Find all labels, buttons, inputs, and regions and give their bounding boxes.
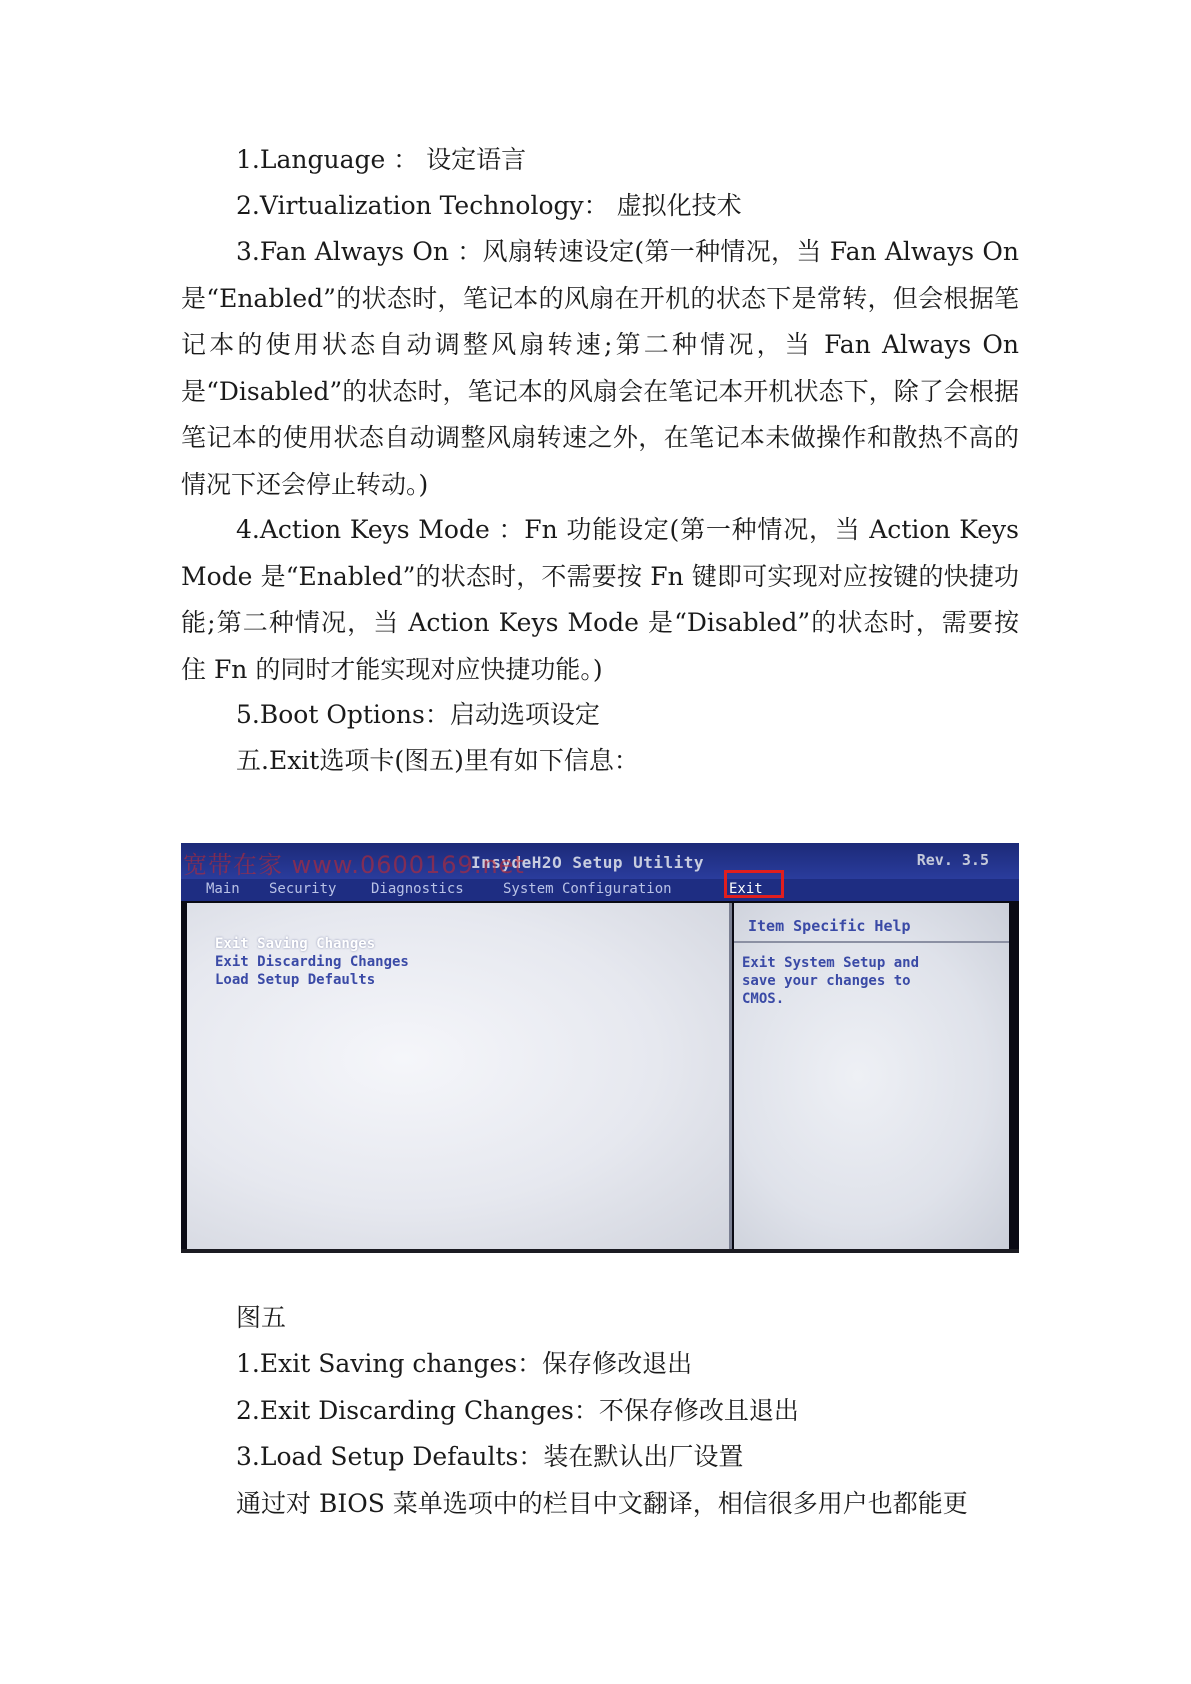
help-line-3: CMOS. xyxy=(742,991,785,1007)
bios-menu-pane xyxy=(187,903,732,1249)
menu-load-setup-defaults[interactable]: Load Setup Defaults xyxy=(215,972,376,988)
bios-tab-system-configuration[interactable]: System Configuration xyxy=(503,881,672,897)
item-action-keys-mode: 4.Action Keys Mode ：Fn 功能设定(第一种情况，当 Action Keys Mode 是“Enabled”的状态时，不需要按 Fn 键即可实现对应按键的快捷功能;第二种情况，当 Action Keys Mode 是“Disabled”的状态时，需要按住 Fn 的同时才能实现对应快捷功能。) xyxy=(181,515,1019,684)
bios-utility-title: InsydeH2O Setup Utility xyxy=(471,853,705,872)
item-fan-always-on: 3.Fan Always On ：风扇转速设定(第一种情况，当 Fan Always On 是“Enabled”的状态时，笔记本的风扇在开机的状态下是常转，但会根据笔记本的使用状态自动调整风扇转速;第二种情况，当 Fan Always On 是“Disabled”的状态时，笔记本的风扇会在笔记本开机状态下，除了会根据笔记本的使用状态自动调整风扇转速之外，在笔记本未做操作和散热不高的情况下还会停止转动。) xyxy=(181,237,1019,499)
watermark: 宽带在家 www.0600169.net xyxy=(183,851,525,879)
bios-exit-screenshot xyxy=(181,843,1019,1253)
help-line-2: save your changes to xyxy=(742,973,911,989)
item-language: 1.Language ： 设定语言 xyxy=(236,145,527,174)
bios-help-pane xyxy=(734,903,1009,1249)
item-boot-options: 5.Boot Options：启动选项设定 xyxy=(236,700,600,729)
help-title: Item Specific Help xyxy=(748,917,911,935)
help-divider xyxy=(734,941,1009,943)
closing-line: 通过对 BIOS 菜单选项中的栏目中文翻译，相信很多用户也都能更 xyxy=(236,1489,968,1518)
menu-exit-saving-changes[interactable]: Exit Saving Changes xyxy=(215,936,376,952)
bios-tab-bar xyxy=(181,879,1019,901)
menu-exit-discarding-changes[interactable]: Exit Discarding Changes xyxy=(215,954,409,970)
exit-item-defaults: 3.Load Setup Defaults：装在默认出厂设置 xyxy=(236,1442,744,1471)
exit-tab-highlight xyxy=(724,870,784,898)
bios-tab-diagnostics[interactable]: Diagnostics xyxy=(371,881,464,897)
bios-tab-security[interactable]: Security xyxy=(269,881,337,897)
exit-item-discarding: 2.Exit Discarding Changes：不保存修改且退出 xyxy=(236,1396,799,1425)
help-line-1: Exit System Setup and xyxy=(742,955,920,971)
figure-caption: 图五 xyxy=(236,1303,287,1332)
photo-bottom-edge xyxy=(181,1249,1019,1253)
item-virtualization: 2.Virtualization Technology： 虚拟化技术 xyxy=(236,191,742,220)
bios-revision: Rev. 3.5 xyxy=(916,851,989,869)
section-exit-heading: 五.Exit选项卡(图五)里有如下信息： xyxy=(236,746,639,775)
bios-tab-exit[interactable]: Exit xyxy=(729,881,763,897)
bios-tab-main[interactable]: Main xyxy=(206,881,240,897)
exit-item-saving: 1.Exit Saving changes：保存修改退出 xyxy=(236,1349,693,1378)
